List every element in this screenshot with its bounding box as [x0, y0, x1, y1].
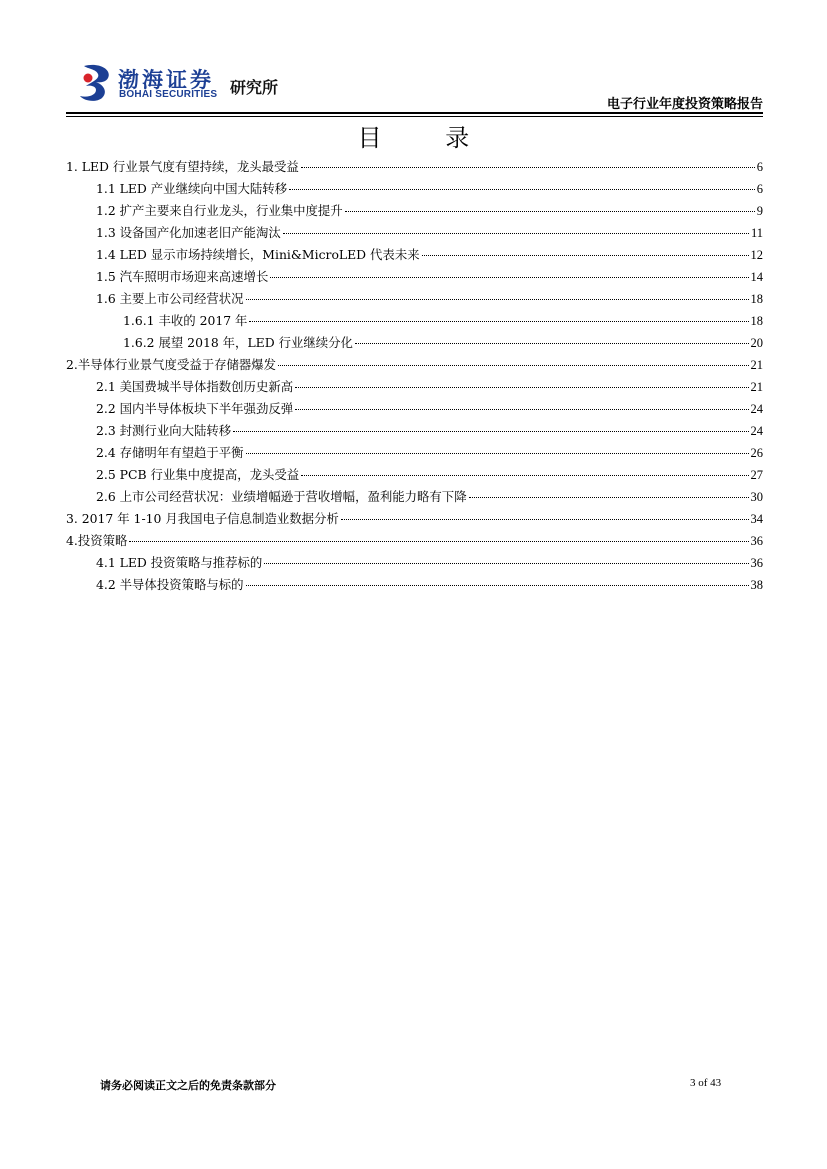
toc-entry[interactable]	[66, 201, 763, 223]
toc-dot-leader	[249, 321, 748, 322]
toc-dot-leader	[246, 585, 749, 586]
table-of-contents	[66, 157, 763, 597]
toc-dot-leader	[301, 475, 748, 476]
toc-entry-title[interactable]: 1.6.2 展望 2018 年，LED 行业继续分化	[123, 335, 353, 350]
toc-entry-title[interactable]: 2.2 国内半导体板块下半年强劲反弹	[96, 401, 294, 416]
toc-dot-leader	[246, 299, 749, 300]
toc-entry-title[interactable]: 4.1 LED 投资策略与推荐标的	[96, 555, 263, 570]
toc-dot-leader	[295, 387, 748, 388]
toc-entry-page[interactable]: 18	[750, 292, 763, 306]
toc-dot-leader	[301, 167, 755, 168]
toc-entry-title[interactable]: 3. 2017 年 1-10 月我国电子信息制造业数据分析	[66, 511, 339, 526]
page-header	[66, 58, 763, 114]
toc-entry-title[interactable]: 4.2 半导体投资策略与标的	[96, 577, 244, 592]
toc-dot-leader	[246, 453, 749, 454]
toc-entry[interactable]	[66, 157, 763, 179]
toc-entry-page[interactable]: 6	[756, 160, 763, 174]
toc-entry[interactable]	[66, 421, 763, 443]
toc-entry-page[interactable]: 34	[750, 512, 763, 526]
toc-entry[interactable]	[66, 487, 763, 509]
toc-entry-page[interactable]: 24	[750, 402, 763, 416]
toc-entry-title[interactable]: 1.5 汽车照明市场迎来高速增长	[96, 269, 269, 284]
header-divider-thin	[66, 116, 763, 117]
toc-entry-page[interactable]: 24	[750, 424, 763, 438]
toc-entry-page[interactable]: 14	[750, 270, 763, 284]
toc-entry[interactable]	[66, 531, 763, 553]
toc-dot-leader	[264, 563, 748, 564]
toc-entry-title[interactable]: 1.6.1 丰收的 2017 年	[123, 313, 248, 328]
toc-entry[interactable]	[66, 509, 763, 531]
toc-entry-title[interactable]: 2.6 上市公司经营状况：业绩增幅逊于营收增幅，盈利能力略有下降	[96, 489, 467, 504]
toc-entry-page[interactable]: 12	[750, 248, 763, 262]
toc-entry-page[interactable]: 6	[756, 182, 763, 196]
toc-entry-title[interactable]: 2.半导体行业景气度受益于存储器爆发	[66, 357, 277, 372]
toc-entry-title[interactable]: 1. LED 行业景气度有望持续，龙头最受益	[66, 159, 299, 174]
toc-dot-leader	[278, 365, 748, 366]
report-title: 电子行业年度投资策略报告	[606, 97, 763, 112]
header-divider	[66, 112, 763, 114]
toc-entry[interactable]	[66, 289, 763, 311]
toc-entry-page[interactable]: 18	[750, 314, 763, 328]
toc-dot-leader	[355, 343, 749, 344]
toc-entry[interactable]	[66, 179, 763, 201]
toc-entry[interactable]	[66, 575, 763, 597]
toc-entry-title[interactable]: 2.4 存储明年有望趋于平衡	[96, 445, 244, 460]
brand-name-en: BOHAI SECURITIES	[119, 89, 218, 100]
toc-entry[interactable]	[66, 355, 763, 377]
institute-label: 研究所	[230, 78, 279, 97]
toc-dot-leader	[469, 497, 749, 498]
toc-entry[interactable]	[66, 377, 763, 399]
toc-entry[interactable]	[66, 465, 763, 487]
toc-entry-page[interactable]: 21	[750, 380, 763, 394]
toc-entry-title[interactable]: 2.3 封测行业向大陆转移	[96, 423, 232, 438]
toc-entry[interactable]	[66, 443, 763, 465]
toc-entry-page[interactable]: 21	[750, 358, 763, 372]
toc-dot-leader	[270, 277, 748, 278]
toc-entry-page[interactable]: 38	[750, 578, 763, 592]
toc-dot-leader	[283, 233, 749, 234]
toc-entry[interactable]	[66, 223, 763, 245]
toc-dot-leader	[129, 541, 748, 542]
toc-entry-title[interactable]: 1.1 LED 产业继续向中国大陆转移	[96, 181, 288, 196]
toc-entry-page[interactable]: 11	[750, 226, 763, 240]
toc-entry[interactable]	[66, 311, 763, 333]
toc-entry-title[interactable]: 2.1 美国费城半导体指数创历史新高	[96, 379, 294, 394]
toc-entry[interactable]	[66, 245, 763, 267]
toc-entry-title[interactable]: 1.3 设备国产化加速老旧产能淘汰	[96, 225, 281, 240]
toc-entry-page[interactable]: 36	[750, 534, 763, 548]
toc-dot-leader	[341, 519, 749, 520]
toc-dot-leader	[345, 211, 755, 212]
toc-entry-page[interactable]: 30	[750, 490, 763, 504]
brand-name-cn: 渤海证券	[118, 68, 214, 92]
toc-entry-title[interactable]: 4.投资策略	[66, 533, 128, 548]
toc-title: 目 录	[357, 124, 498, 152]
toc-entry-page[interactable]: 26	[750, 446, 763, 460]
toc-dot-leader	[289, 189, 755, 190]
toc-dot-leader	[295, 409, 748, 410]
toc-entry-page[interactable]: 36	[750, 556, 763, 570]
toc-entry[interactable]	[66, 267, 763, 289]
page-number: 3 of 43	[690, 1077, 722, 1089]
toc-entry[interactable]	[66, 399, 763, 421]
bohai-logo-icon	[78, 62, 114, 102]
toc-entry[interactable]	[66, 333, 763, 355]
disclaimer-note: 请务必阅读正文之后的免责条款部分	[100, 1079, 276, 1092]
toc-entry-page[interactable]: 20	[750, 336, 763, 350]
toc-dot-leader	[422, 255, 749, 256]
toc-entry-page[interactable]: 9	[756, 204, 763, 218]
toc-entry-title[interactable]: 1.4 LED 显示市场持续增长，Mini&MicroLED 代表未来	[96, 247, 420, 262]
toc-entry-page[interactable]: 27	[750, 468, 763, 482]
toc-entry-title[interactable]: 2.5 PCB 行业集中度提高，龙头受益	[96, 467, 300, 482]
toc-entry-title[interactable]: 1.2 扩产主要来自行业龙头，行业集中度提升	[96, 203, 343, 218]
toc-dot-leader	[233, 431, 748, 432]
toc-entry-title[interactable]: 1.6 主要上市公司经营状况	[96, 291, 244, 306]
toc-entry[interactable]	[66, 553, 763, 575]
